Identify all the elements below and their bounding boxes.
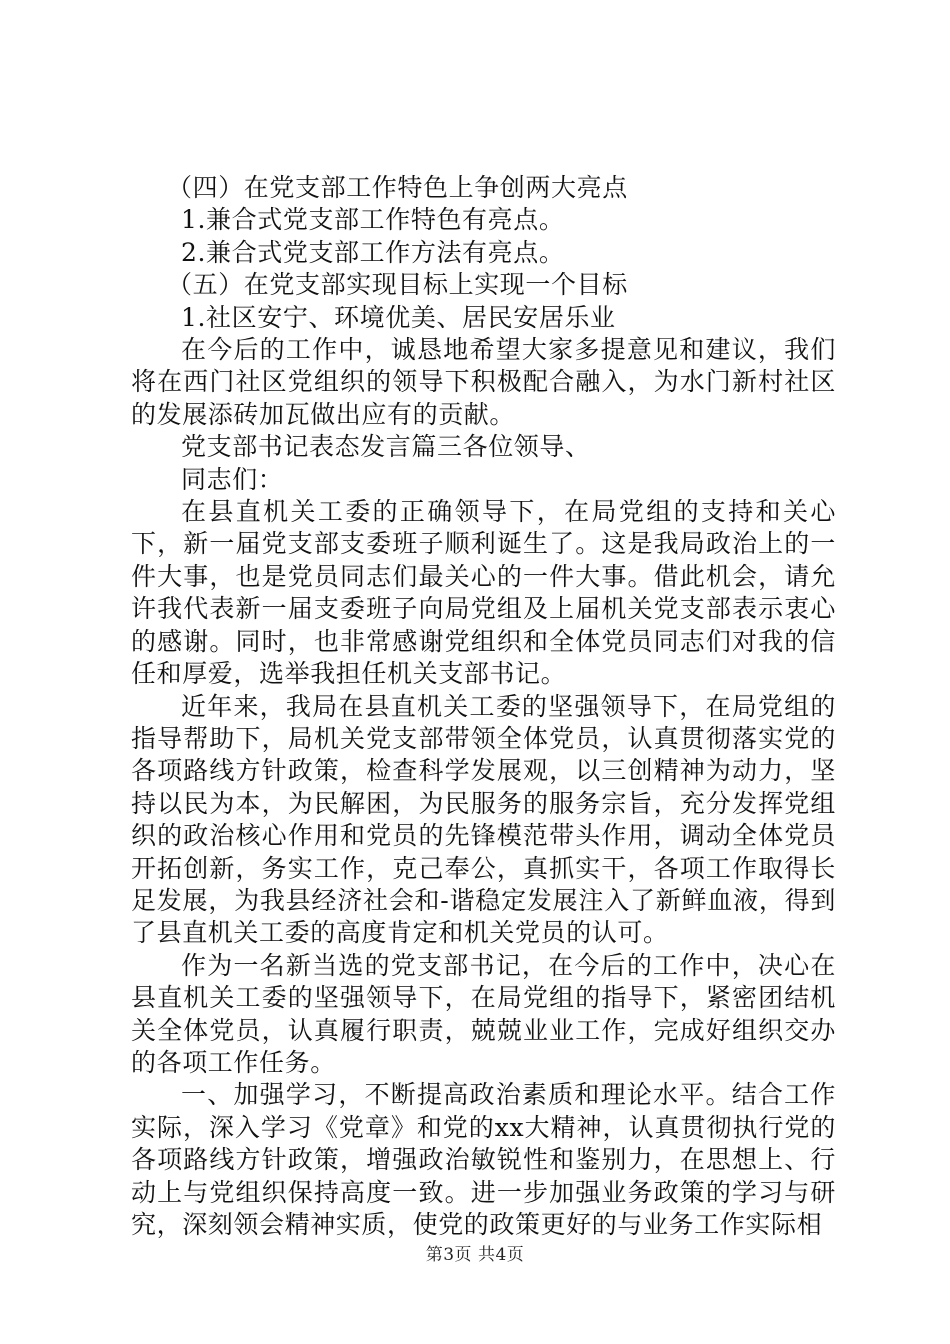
paragraph: 一、加强学习，不断提高政治素质和理论水平。结合工作实际，深入学习《党章》和党的xx大精神，认真贯彻执行党的各项路线方针政策，增强政治敏锐性和鉴别力，在思想上、行动上与党组织保持高度一致。进一步加强业务政策的学习与研究，深刻领会精神实质，使党的政策更好的与业务工作实际相: [131, 1080, 836, 1239]
list-item: 2.兼合式党支部工作方法有亮点。: [181, 237, 565, 267]
paragraph: 近年来，我局在县直机关工委的坚强领导下，在局党组的指导帮助下，局机关党支部带领全体党员，认真贯彻落实党的各项路线方针政策，检查科学发展观，以三创精神为动力，坚持以民为本，为民解困，为民服务的服务宗旨，充分发挥党组织的政治核心作用和党员的先锋模范带头作用，调动全体党员开拓创新，务实工作，克己奉公，真抓实干，各项工作取得长足发展，为我县经济社会和-谐稳定发展注入了新鲜血液，得到了县直机关工委的高度肯定和机关党员的认可。: [131, 691, 836, 948]
paragraph: 在县直机关工委的正确领导下，在局党组的支持和关心下，新一届党支部支委班子顺利诞生了。这是我局政治上的一件大事，也是党员同志们最关心的一件大事。借此机会，请允许我代表新一届支委班子向局党组及上届机关党支部表示衷心的感谢。同时，也非常感谢党组织和全体党员同志们对我的信任和厚爱，选举我担任机关支部书记。: [131, 497, 836, 689]
article-title: 党支部书记表态发言篇三各位领导、: [181, 432, 591, 462]
salutation: 同志们：: [181, 464, 284, 494]
paragraph: 在今后的工作中，诚恳地希望大家多提意见和建议，我们将在西门社区党组织的领导下积极配合融入，为水门新村社区的发展添砖加瓦做出应有的贡献。: [131, 335, 836, 429]
list-item: 1.社区安宁、环境优美、居民安居乐业: [181, 302, 616, 332]
section-heading-four: （四）在党支部工作特色上争创两大亮点: [167, 173, 628, 202]
paragraph: 作为一名新当选的党支部书记，在今后的工作中，决心在县直机关工委的坚强领导下，在局党组的指导下，紧密团结机关全体党员，认真履行职责，兢兢业业工作，完成好组织交办的各项工作任务。: [131, 950, 836, 1077]
list-item: 1.兼合式党支部工作特色有亮点。: [181, 205, 565, 235]
document-body: [131, 172, 836, 1241]
section-heading-five: （五）在党支部实现目标上实现一个目标: [167, 270, 628, 300]
page-number-footer: 第3页 共4页: [425, 1245, 525, 1265]
